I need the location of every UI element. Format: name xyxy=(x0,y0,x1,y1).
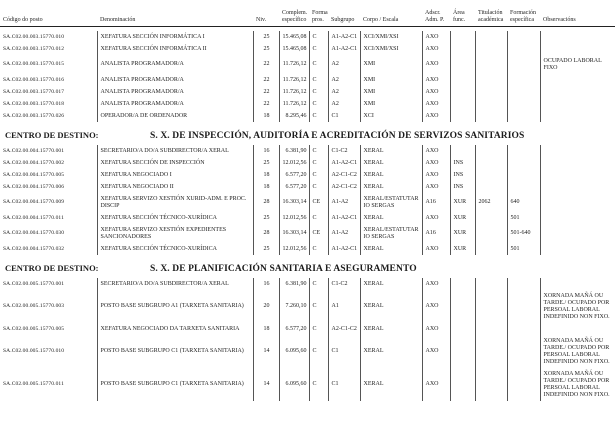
cell-corpo: XMI xyxy=(360,86,422,98)
cell-complem: 7.260,10 xyxy=(279,290,309,323)
cell-forma: C xyxy=(309,74,328,86)
column-header-titulacion: Titulación académica xyxy=(478,10,504,23)
cell-titulacion xyxy=(475,55,507,74)
cell-forma: C xyxy=(309,368,328,401)
position-row xyxy=(0,169,615,181)
cell-forma: C xyxy=(309,55,328,74)
cell-niv: 14 xyxy=(253,335,279,368)
cell-niv: 25 xyxy=(253,243,279,255)
cell-codigo: SA.C02.00.003.15770.018 xyxy=(3,100,65,107)
cell-subgrupo: A1-A2-C1 xyxy=(328,31,360,43)
cell-denominacion: XEFATURA NEGOCIADO II xyxy=(97,181,253,193)
cell-denominacion: XEFATURA SERVIZO XESTIÓN XURID-ADM. E PROC. DISCIP xyxy=(97,193,253,212)
cell-complem: 6.095,60 xyxy=(279,335,309,368)
cell-niv: 20 xyxy=(253,290,279,323)
cell-adscr: AXO xyxy=(422,169,450,181)
cell-denominacion: ANALISTA PROGRAMADOR/A xyxy=(97,74,253,86)
cell-denominacion: XEFATURA SECCIÓN INFORMÁTICA I xyxy=(97,31,253,43)
cell-observacions xyxy=(540,193,615,212)
cell-formacion xyxy=(507,31,540,43)
position-row xyxy=(0,74,615,86)
position-row xyxy=(0,224,615,243)
column-header-complem: Complem. específico xyxy=(282,10,308,23)
cell-subgrupo: A1-A2 xyxy=(328,193,360,212)
cell-forma: C xyxy=(309,98,328,110)
cell-titulacion xyxy=(475,181,507,193)
cell-observacions xyxy=(540,323,615,335)
cell-adscr: AXO xyxy=(422,243,450,255)
cell-adscr: AXO xyxy=(422,212,450,224)
cell-area xyxy=(450,74,475,86)
cell-corpo: XERAL xyxy=(360,169,422,181)
cell-observacions: XORNADA MAÑÁ OU TARDE./ OCUPADO POR PERSOAL LABORAL INDEFINIDO NON FIXO. xyxy=(540,290,615,323)
cell-area xyxy=(450,98,475,110)
centro-destino-label: CENTRO DE DESTINO: xyxy=(5,263,99,273)
cell-area xyxy=(450,55,475,74)
cell-complem: 6.381,90 xyxy=(279,278,309,290)
cell-niv: 28 xyxy=(253,224,279,243)
cell-area: XUR xyxy=(450,212,475,224)
cell-formacion xyxy=(507,278,540,290)
cell-corpo: XMI xyxy=(360,98,422,110)
cell-forma: C xyxy=(309,43,328,55)
position-row xyxy=(0,98,615,110)
cell-observacions xyxy=(540,145,615,157)
cell-area xyxy=(450,335,475,368)
cell-complem: 6.381,90 xyxy=(279,145,309,157)
cell-denominacion: SECRETARIO/A DO/A SUBDIRECTOR/A XERAL xyxy=(97,278,253,290)
cell-codigo: SA.C02.00.003.15770.017 xyxy=(3,88,65,95)
position-row xyxy=(0,31,615,43)
cell-codigo: SA.C02.00.004.15770.032 xyxy=(3,245,65,252)
cell-titulacion xyxy=(475,290,507,323)
cell-formacion xyxy=(507,157,540,169)
cell-titulacion xyxy=(475,43,507,55)
cell-corpo: XERAL xyxy=(360,243,422,255)
cell-observacions xyxy=(540,110,615,122)
cell-complem: 11.726,12 xyxy=(279,55,309,74)
cell-complem: 12.012,56 xyxy=(279,157,309,169)
cell-forma: C xyxy=(309,323,328,335)
cell-adscr: AXO xyxy=(422,290,450,323)
cell-subgrupo: A2 xyxy=(328,98,360,110)
cell-formacion xyxy=(507,290,540,323)
cell-subgrupo: A2 xyxy=(328,55,360,74)
cell-subgrupo: A1-A2-C1 xyxy=(328,212,360,224)
cell-niv: 22 xyxy=(253,55,279,74)
cell-niv: 18 xyxy=(253,323,279,335)
cell-codigo: SA.C02.00.004.15770.001 xyxy=(3,147,65,154)
cell-subgrupo: A1-A2 xyxy=(328,224,360,243)
cell-observacions: OCUPADO LABORAL FIXO xyxy=(540,55,615,74)
cell-adscr: AXO xyxy=(422,55,450,74)
cell-titulacion xyxy=(475,278,507,290)
cell-adscr: AXO xyxy=(422,157,450,169)
cell-corpo: XMI xyxy=(360,55,422,74)
cell-subgrupo: C1 xyxy=(328,335,360,368)
cell-denominacion: POSTO BASE SUBGRUPO A1 (TARXETA SANITARIA) xyxy=(97,290,253,323)
cell-titulacion xyxy=(475,74,507,86)
cell-formacion xyxy=(507,169,540,181)
column-header-niv: Niv. xyxy=(256,17,267,23)
cell-formacion xyxy=(507,368,540,401)
cell-corpo: XCI/XMI/XSI xyxy=(360,43,422,55)
cell-formacion xyxy=(507,323,540,335)
cell-area xyxy=(450,110,475,122)
position-row xyxy=(0,193,615,212)
cell-denominacion: XEFATURA SECCIÓN INFORMÁTICA II xyxy=(97,43,253,55)
cell-corpo: XCI xyxy=(360,110,422,122)
cell-complem: 15.465,08 xyxy=(279,43,309,55)
column-header-codigo: Código do posto xyxy=(3,17,43,23)
cell-complem: 6.095,60 xyxy=(279,368,309,401)
cell-complem: 6.577,20 xyxy=(279,323,309,335)
cell-adscr: AXO xyxy=(422,181,450,193)
positions-table xyxy=(0,278,615,401)
cell-formacion xyxy=(507,74,540,86)
cell-subgrupo: C1-C2 xyxy=(328,278,360,290)
column-header-denominacion: Denominación xyxy=(100,17,136,23)
cell-niv: 22 xyxy=(253,98,279,110)
cell-subgrupo: A1-A2-C1 xyxy=(328,157,360,169)
cell-area xyxy=(450,43,475,55)
cell-adscr: AXO xyxy=(422,43,450,55)
cell-forma: C xyxy=(309,243,328,255)
cell-adscr: AXO xyxy=(422,323,450,335)
cell-area xyxy=(450,145,475,157)
cell-complem: 12.012,56 xyxy=(279,243,309,255)
column-header-forma: Forma pros. xyxy=(312,10,328,23)
cell-codigo: SA.C02.00.004.15770.009 xyxy=(3,199,65,205)
cell-observacions xyxy=(540,169,615,181)
cell-niv: 25 xyxy=(253,43,279,55)
cell-adscr: AXO xyxy=(422,335,450,368)
cell-subgrupo: C1-C2 xyxy=(328,145,360,157)
cell-titulacion xyxy=(475,31,507,43)
cell-forma: C xyxy=(309,31,328,43)
column-header-corpo: Corpo / Escala xyxy=(363,17,399,23)
cell-titulacion xyxy=(475,169,507,181)
centro-destino-title: S. X. DE INSPECCIÓN, AUDITORÍA E ACREDITACIÓN DE SERVIZOS SANITARIOS xyxy=(150,131,525,141)
cell-denominacion: XEFATURA SERVIZO XESTIÓN EXPEDIENTES SANCIONADORES xyxy=(97,224,253,243)
cell-adscr: AXO xyxy=(422,98,450,110)
cell-codigo: SA.C02.00.003.15770.015 xyxy=(3,61,65,67)
cell-denominacion: OPERADOR/A DE ORDENADOR xyxy=(97,110,253,122)
position-row xyxy=(0,145,615,157)
cell-adscr: AXO xyxy=(422,278,450,290)
position-row xyxy=(0,368,615,401)
cell-forma: C xyxy=(309,110,328,122)
cell-titulacion xyxy=(475,157,507,169)
cell-denominacion: SECRETARIO/A DO/A SUBDIRECTOR/A XERAL xyxy=(97,145,253,157)
cell-observacions xyxy=(540,98,615,110)
cell-formacion: 501 xyxy=(507,243,540,255)
cell-titulacion xyxy=(475,110,507,122)
cell-titulacion: 2062 xyxy=(475,193,507,212)
cell-formacion xyxy=(507,55,540,74)
cell-titulacion xyxy=(475,145,507,157)
cell-complem: 11.726,12 xyxy=(279,98,309,110)
position-row xyxy=(0,43,615,55)
cell-niv: 25 xyxy=(253,212,279,224)
cell-area xyxy=(450,368,475,401)
cell-formacion xyxy=(507,145,540,157)
cell-forma: C xyxy=(309,335,328,368)
cell-corpo: XERAL xyxy=(360,335,422,368)
cell-adscr: AXO xyxy=(422,31,450,43)
cell-subgrupo: C1 xyxy=(328,110,360,122)
cell-complem: 16.303,14 xyxy=(279,193,309,212)
cell-observacions xyxy=(540,243,615,255)
cell-complem: 6.577,20 xyxy=(279,169,309,181)
cell-corpo: XERAL/ESTATUTARIO SERGAS xyxy=(360,193,422,212)
cell-formacion xyxy=(507,335,540,368)
cell-corpo: XERAL xyxy=(360,368,422,401)
cell-subgrupo: A1 xyxy=(328,290,360,323)
cell-codigo: SA.C02.00.003.15770.026 xyxy=(3,112,65,119)
cell-niv: 14 xyxy=(253,368,279,401)
cell-adscr: AXO xyxy=(422,145,450,157)
centro-destino-header xyxy=(0,263,615,274)
position-row xyxy=(0,212,615,224)
cell-formacion: 501-640 xyxy=(507,224,540,243)
cell-observacions xyxy=(540,43,615,55)
cell-adscr: AXO xyxy=(422,74,450,86)
cell-area: INS xyxy=(450,169,475,181)
cell-niv: 25 xyxy=(253,31,279,43)
cell-codigo: SA.C02.00.003.15770.010 xyxy=(3,33,65,40)
cell-subgrupo: A2-C1-C2 xyxy=(328,169,360,181)
centro-destino-header xyxy=(0,130,615,141)
cell-corpo: XERAL xyxy=(360,157,422,169)
cell-denominacion: ANALISTA PROGRAMADOR/A xyxy=(97,55,253,74)
cell-denominacion: XEFATURA NEGOCIADO DA TARXETA SANITARIA xyxy=(97,323,253,335)
column-header-subgrupo: Subgrupo xyxy=(331,17,355,23)
cell-observacions xyxy=(540,212,615,224)
position-row xyxy=(0,335,615,368)
cell-subgrupo: A2 xyxy=(328,74,360,86)
cell-adscr: A16 xyxy=(422,224,450,243)
cell-area xyxy=(450,31,475,43)
cell-denominacion: XEFATURA SECCIÓN DE INSPECCIÓN xyxy=(97,157,253,169)
cell-codigo: SA.C02.00.004.15770.030 xyxy=(3,230,65,236)
cell-area: XUR xyxy=(450,193,475,212)
cell-forma: C xyxy=(309,145,328,157)
cell-adscr: A16 xyxy=(422,193,450,212)
cell-complem: 12.012,56 xyxy=(279,212,309,224)
cell-forma: CE xyxy=(309,193,328,212)
cell-observacions xyxy=(540,86,615,98)
cell-denominacion: ANALISTA PROGRAMADOR/A xyxy=(97,98,253,110)
cell-subgrupo: A2-C1-C2 xyxy=(328,181,360,193)
cell-formacion: 501 xyxy=(507,212,540,224)
cell-denominacion: POSTO BASE SUBGRUPO C1 (TARXETA SANITARIA) xyxy=(97,335,253,368)
positions-table xyxy=(0,31,615,122)
cell-codigo: SA.C02.00.004.15770.002 xyxy=(3,159,65,166)
column-header-observacions: Observacións xyxy=(543,17,576,23)
cell-corpo: XERAL xyxy=(360,212,422,224)
cell-corpo: XERAL/ESTATUTARIO SERGAS xyxy=(360,224,422,243)
cell-titulacion xyxy=(475,368,507,401)
cell-niv: 28 xyxy=(253,193,279,212)
cell-formacion: 640 xyxy=(507,193,540,212)
cell-corpo: XERAL xyxy=(360,278,422,290)
centro-destino-label: CENTRO DE DESTINO: xyxy=(5,130,99,140)
cell-forma: C xyxy=(309,212,328,224)
cell-formacion xyxy=(507,43,540,55)
cell-adscr: AXO xyxy=(422,86,450,98)
cell-area: XUR xyxy=(450,224,475,243)
cell-codigo: SA.C02.00.003.15770.012 xyxy=(3,45,65,52)
cell-denominacion: XEFATURA SECCIÓN TÉCNICO-XURÍDICA xyxy=(97,212,253,224)
cell-codigo: SA.C02.00.005.15770.011 xyxy=(3,381,64,387)
centro-destino-title: S. X. DE PLANIFICACIÓN SANITARIA E ASEGURAMENTO xyxy=(150,264,417,274)
table-column-header xyxy=(0,0,615,27)
cell-corpo: XERAL xyxy=(360,145,422,157)
cell-formacion xyxy=(507,181,540,193)
cell-observacions xyxy=(540,224,615,243)
cell-codigo: SA.C02.00.004.15770.006 xyxy=(3,183,65,190)
cell-adscr: AXO xyxy=(422,110,450,122)
cell-titulacion xyxy=(475,323,507,335)
cell-corpo: XERAL xyxy=(360,323,422,335)
position-row xyxy=(0,181,615,193)
cell-area xyxy=(450,290,475,323)
cell-titulacion xyxy=(475,224,507,243)
cell-corpo: XMI xyxy=(360,74,422,86)
cell-codigo: SA.C02.00.003.15770.016 xyxy=(3,76,65,83)
cell-denominacion: XEFATURA NEGOCIADO I xyxy=(97,169,253,181)
cell-observacions: XORNADA MAÑÁ OU TARDE./ OCUPADO POR PERSOAL LABORAL INDEFINIDO NON FIXO. xyxy=(540,335,615,368)
cell-titulacion xyxy=(475,212,507,224)
cell-area: INS xyxy=(450,157,475,169)
position-row xyxy=(0,243,615,255)
column-header-adscr: Adscr. Adm. P. xyxy=(425,10,445,23)
position-row xyxy=(0,323,615,335)
cell-codigo: SA.C02.00.005.15770.005 xyxy=(3,325,65,332)
cell-forma: C xyxy=(309,169,328,181)
column-header-formacion: Formación específica xyxy=(510,10,536,23)
cell-corpo: XCI/XMI/XSI xyxy=(360,31,422,43)
cell-complem: 11.726,12 xyxy=(279,86,309,98)
cell-niv: 22 xyxy=(253,86,279,98)
cell-area xyxy=(450,323,475,335)
cell-complem: 16.303,14 xyxy=(279,224,309,243)
cell-subgrupo: C1 xyxy=(328,368,360,401)
position-row xyxy=(0,55,615,74)
cell-forma: C xyxy=(309,181,328,193)
cell-denominacion: POSTO BASE SUBGRUPO C1 (TARXETA SANITARIA) xyxy=(97,368,253,401)
cell-formacion xyxy=(507,98,540,110)
cell-titulacion xyxy=(475,86,507,98)
cell-codigo: SA.C02.00.004.15770.011 xyxy=(3,214,64,221)
cell-forma: C xyxy=(309,86,328,98)
cell-observacions xyxy=(540,181,615,193)
cell-observacions xyxy=(540,31,615,43)
position-row xyxy=(0,157,615,169)
cell-area xyxy=(450,86,475,98)
cell-corpo: XERAL xyxy=(360,181,422,193)
cell-complem: 11.726,12 xyxy=(279,74,309,86)
cell-codigo: SA.C02.00.005.15770.003 xyxy=(3,303,65,309)
cell-niv: 18 xyxy=(253,169,279,181)
cell-observacions xyxy=(540,74,615,86)
cell-formacion xyxy=(507,86,540,98)
cell-niv: 16 xyxy=(253,278,279,290)
cell-observacions: XORNADA MAÑÁ OU TARDE./ OCUPADO POR PERSOAL LABORAL INDEFINIDO NON FIXO. xyxy=(540,368,615,401)
cell-corpo: XERAL xyxy=(360,290,422,323)
cell-niv: 18 xyxy=(253,181,279,193)
cell-observacions xyxy=(540,157,615,169)
position-row xyxy=(0,86,615,98)
cell-codigo: SA.C02.00.005.15770.010 xyxy=(3,348,65,354)
cell-formacion xyxy=(507,110,540,122)
cell-denominacion: XEFATURA SECCIÓN TÉCNICO-XURÍDICA xyxy=(97,243,253,255)
cell-niv: 22 xyxy=(253,74,279,86)
position-row xyxy=(0,278,615,290)
cell-titulacion xyxy=(475,98,507,110)
cell-area: INS xyxy=(450,181,475,193)
cell-subgrupo: A1-A2-C1 xyxy=(328,243,360,255)
cell-codigo: SA.C02.00.005.15770.001 xyxy=(3,280,65,287)
cell-area xyxy=(450,278,475,290)
cell-forma: C xyxy=(309,157,328,169)
cell-adscr: AXO xyxy=(422,368,450,401)
cell-complem: 6.577,20 xyxy=(279,181,309,193)
cell-codigo: SA.C02.00.004.15770.005 xyxy=(3,171,65,178)
cell-subgrupo: A2-C1-C2 xyxy=(328,323,360,335)
cell-observacions xyxy=(540,278,615,290)
cell-area: XUR xyxy=(450,243,475,255)
cell-niv: 16 xyxy=(253,145,279,157)
cell-forma: C xyxy=(309,290,328,323)
cell-forma: CE xyxy=(309,224,328,243)
cell-denominacion: ANALISTA PROGRAMADOR/A xyxy=(97,86,253,98)
cell-titulacion xyxy=(475,335,507,368)
cell-subgrupo: A2 xyxy=(328,86,360,98)
position-row xyxy=(0,290,615,323)
cell-complem: 15.465,08 xyxy=(279,31,309,43)
cell-forma: C xyxy=(309,278,328,290)
cell-niv: 25 xyxy=(253,157,279,169)
cell-complem: 8.295,46 xyxy=(279,110,309,122)
positions-table xyxy=(0,145,615,255)
cell-subgrupo: A1-A2-C1 xyxy=(328,43,360,55)
cell-niv: 18 xyxy=(253,110,279,122)
table-body xyxy=(0,31,615,401)
column-header-area: Área func. xyxy=(453,10,466,23)
position-row xyxy=(0,110,615,122)
cell-titulacion xyxy=(475,243,507,255)
